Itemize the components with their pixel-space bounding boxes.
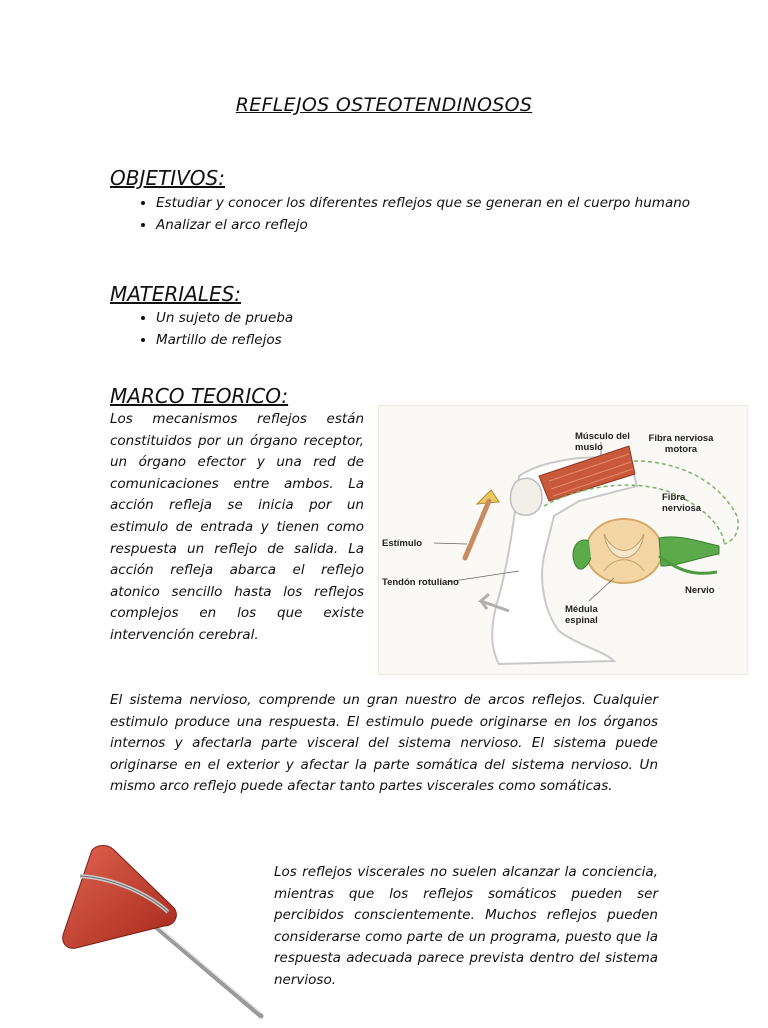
label-medula: Médula espinal bbox=[565, 604, 598, 626]
label-estimulo: Estímulo bbox=[382, 538, 423, 549]
materiales-list bbox=[110, 308, 706, 351]
reflex-hammer-illustration bbox=[56, 836, 266, 1024]
list-item: • Estudiar y conocer los diferentes reflejos que se generan en el cuerpo humano bbox=[156, 193, 706, 215]
marco-paragraph-2: El sistema nervioso, comprende un gran nuestro de arcos reflejos. Cualquier estimulo produce una respuesta. El estimulo puede originarse en los órganos internos y afectarla parte visceral del sistema nervioso. El sistema puede originarse en el exterior y afectar la parte somática del sistema nervioso. Un mismo arco reflejo puede afectar tanto partes viscerales como somáticas. bbox=[110, 692, 658, 795]
label-fibra-nerviosa: Fibra nerviosa bbox=[662, 492, 702, 514]
nerve-root-left bbox=[573, 540, 591, 569]
knee-shape bbox=[510, 478, 542, 515]
reflex-hammer-image bbox=[56, 836, 266, 1024]
list-item: • Un sujeto de prueba bbox=[156, 308, 706, 330]
marco-paragraph-3: Los reflejos viscerales no suelen alcanzar la conciencia, mientras que los reflejos somáticos pueden ser percibidos conscientemente. Muchos reflejos pueden considerarse como parte de un programa, puesto que la respuesta adecuada parece prevista dentro del sistema nervioso. bbox=[274, 864, 658, 988]
marco-teorico-heading: MARCO TEORICO: bbox=[110, 384, 289, 408]
page-title: REFLEJOS OSTEOTENDINOSOS bbox=[235, 94, 533, 116]
objetivos-list bbox=[110, 193, 706, 236]
marco-paragraph-1: Los mecanismos reflejos están constituidos por un órgano receptor, un órgano efector y una red de comunicaciones entre ambos. La acción refleja se inicia por un estimulo de entrada y tienen como respuesta un reflejo de salida. La acción refleja abarca el reflejo atonico sencillo hasta los reflejos complejos en los que existe intervención cerebral. bbox=[110, 411, 364, 643]
reflex-arc-figure bbox=[378, 405, 748, 675]
label-nervio: Nervio bbox=[685, 585, 715, 596]
list-item: • Martillo de reflejos bbox=[156, 330, 706, 352]
label-fibra-motora: Fibra nerviosa motora bbox=[648, 433, 714, 455]
objetivos-heading: OBJETIVOS: bbox=[110, 166, 225, 190]
label-musculo: Músculo del muslo bbox=[575, 431, 630, 453]
list-item: • Analizar el arco reflejo bbox=[156, 215, 706, 237]
label-tendon: Tendón rotuliano bbox=[382, 577, 459, 588]
materiales-heading: MATERIALES: bbox=[110, 282, 242, 306]
